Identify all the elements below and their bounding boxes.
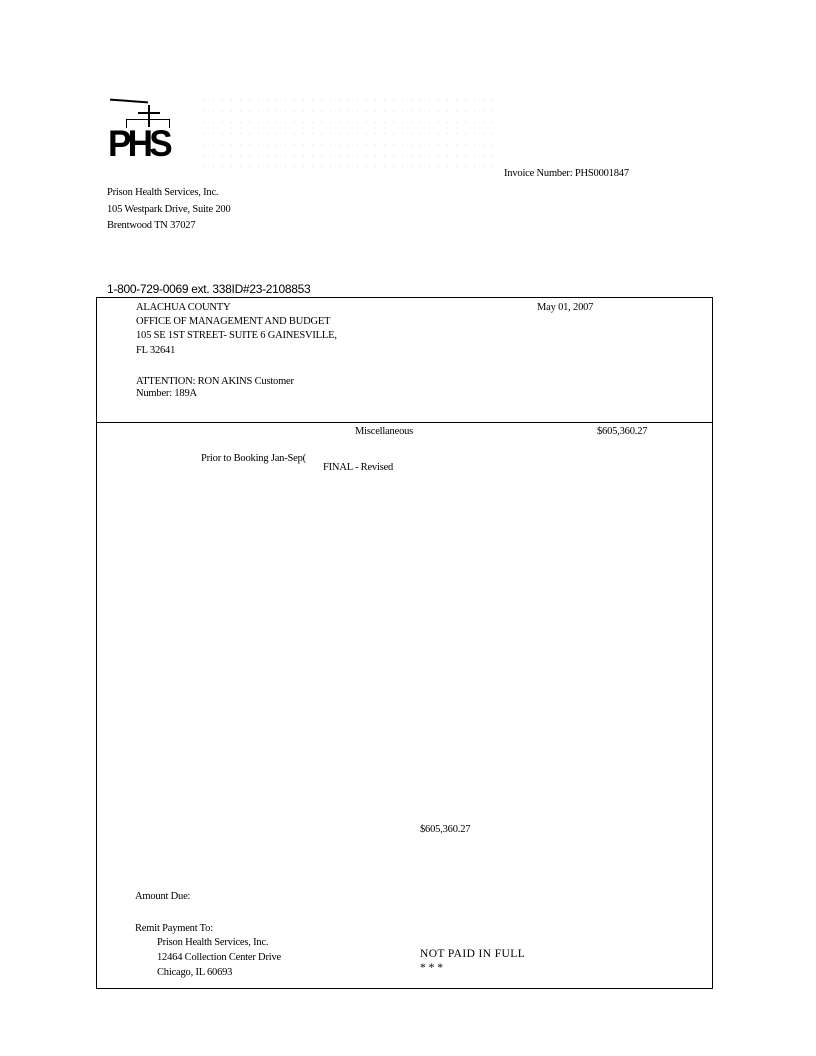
vendor-tax-id: ID#23-2108853 xyxy=(231,282,311,296)
amount-due-label: Amount Due: xyxy=(135,891,191,902)
bill-to-state-zip: FL 32641 xyxy=(136,345,176,356)
customer-number: Number: 189A xyxy=(136,388,197,399)
vendor-city: Brentwood TN 37027 xyxy=(107,220,196,231)
not-paid-stamp: NOT PAID IN FULL xyxy=(420,948,526,960)
invoice-number-label: Invoice Number: xyxy=(504,168,573,179)
logo-cross-bar xyxy=(138,112,160,114)
scan-noise xyxy=(200,95,500,175)
phs-logo xyxy=(108,95,198,170)
stamp-asterisks: * * * xyxy=(420,962,443,974)
vendor-phone-line xyxy=(107,282,310,296)
invoice-number-value: PHS0001847 xyxy=(574,168,629,179)
subtotal-amount: $605,360.27 xyxy=(420,824,471,835)
line-item-category: Miscellaneous xyxy=(355,426,414,437)
bill-to-name: ALACHUA COUNTY xyxy=(136,302,231,313)
invoice-date: May 01, 2007 xyxy=(537,302,594,313)
bill-to-dept: OFFICE OF MANAGEMENT AND BUDGET xyxy=(136,316,331,327)
invoice-number xyxy=(504,168,629,179)
bill-to-street: 105 SE 1ST STREET- SUITE 6 GAINESVILLE, xyxy=(136,330,337,341)
remit-name: Prison Health Services, Inc. xyxy=(157,937,269,948)
line-item-note: FINAL - Revised xyxy=(323,462,394,473)
logo-line xyxy=(110,99,148,104)
vendor-address: 105 Westpark Drive, Suite 200 xyxy=(107,204,231,215)
remit-city: Chicago, IL 60693 xyxy=(157,967,233,978)
line-item-amount: $605,360.27 xyxy=(597,426,648,437)
line-item-description: Prior to Booking Jan-Sep( xyxy=(201,453,306,464)
vendor-name: Prison Health Services, Inc. xyxy=(107,187,219,198)
vendor-phone: 1-800-729-0069 ext. 338 xyxy=(107,282,232,296)
remit-address: 12464 Collection Center Drive xyxy=(157,952,281,963)
line-items-box xyxy=(96,422,713,989)
attention-line: ATTENTION: RON AKINS Customer xyxy=(136,376,294,387)
remit-label: Remit Payment To: xyxy=(135,923,213,934)
logo-text: PHS xyxy=(108,123,169,164)
